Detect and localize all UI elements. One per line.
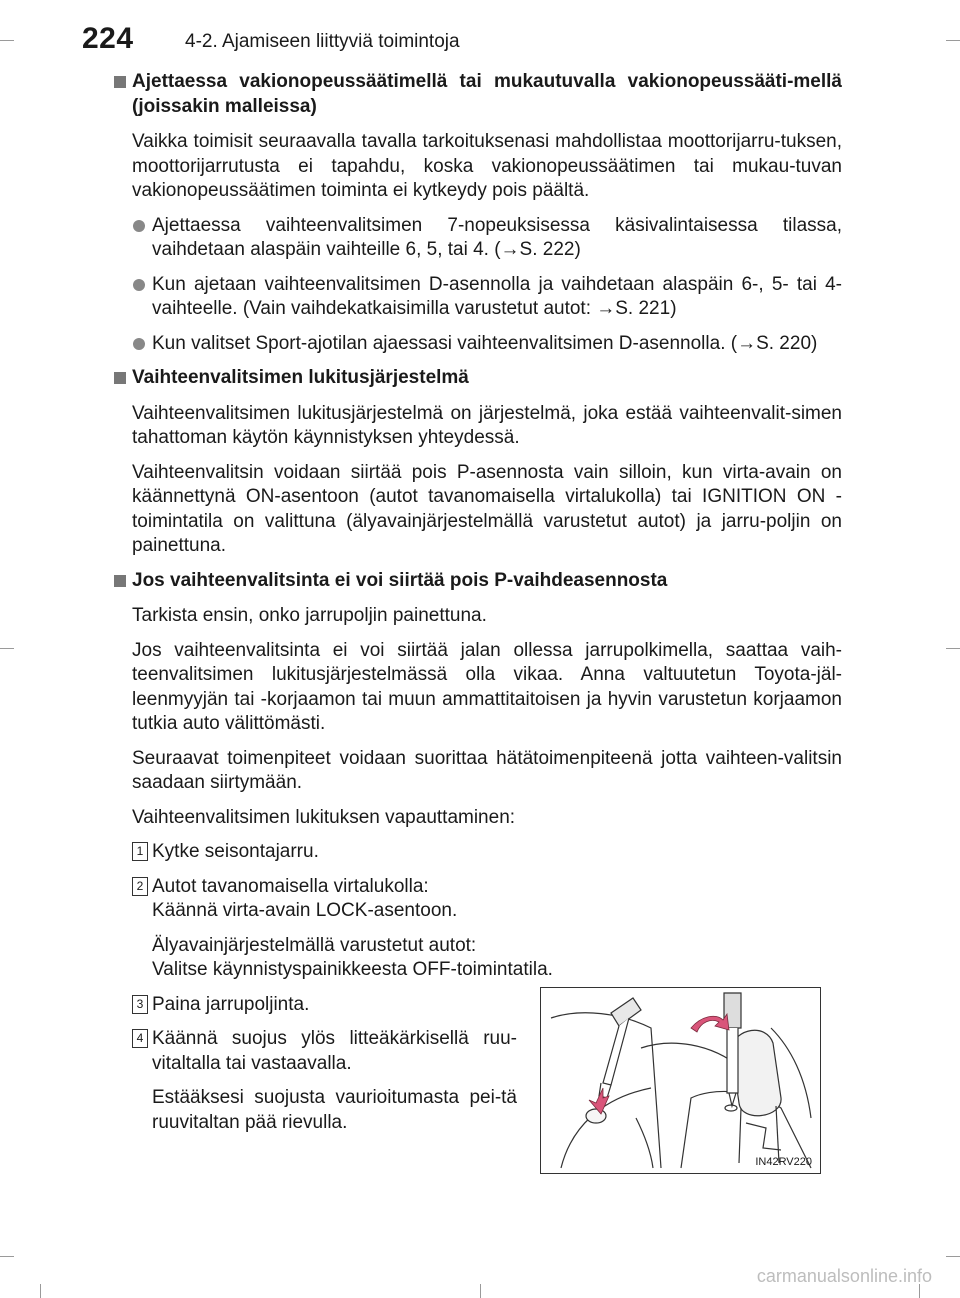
shift-lock-illustration	[540, 987, 821, 1174]
section-cannot-shift	[112, 569, 842, 831]
paragraph: Vaihteenvalitsimen lukituksen vapauttaminen:	[132, 806, 516, 828]
paragraph: Seuraavat toimenpiteet voidaan suorittaa hätätoimenpiteenä jotta vaihteen-valitsin saadaan siirtymään.	[132, 747, 842, 793]
step-number-badge: 4	[132, 1029, 148, 1048]
step-number-badge: 2	[132, 877, 148, 896]
circle-bullet-icon	[133, 338, 145, 350]
watermark: carmanualsonline.info	[756, 1266, 932, 1286]
bullet-item: Ajettaessa vaihteenvalitsimen 7-nopeuksisessa käsivalintaisessa tilassa, vaihdetaan alaspäin vaihteille 6, 5, tai 4. (→S. 222)	[112, 214, 842, 263]
crop-mark	[946, 648, 960, 649]
step-number-badge: 1	[132, 842, 148, 861]
paragraph: Vaihteenvalitsimen lukitusjärjestelmä on järjestelmä, joka estää vaihteenvalit-simen tahattoman käytön käynnistyksen yhteydessä.	[132, 402, 842, 448]
page-header	[82, 22, 882, 62]
step-text: Käännä suojus ylös litteäkärkisellä ruu-vitaltalla tai vastaavalla.	[152, 1028, 517, 1074]
crop-mark	[40, 1284, 41, 1298]
step-text: Estääksesi suojusta vaurioitumasta pei-tä ruuvitaltan pää rievulla.	[152, 1087, 517, 1133]
crop-mark	[480, 1284, 481, 1298]
crop-mark	[0, 40, 14, 41]
section-heading: Jos vaihteenvalitsinta ei voi siirtää pois P-vaihdeasennosta	[112, 569, 842, 594]
page-content	[112, 70, 842, 1145]
step-text: Älyavainjärjestelmällä varustetut autot: Valitse käynnistyspainikkeesta OFF-toimintatila.	[152, 934, 553, 980]
step-4	[112, 1027, 517, 1135]
square-bullet-icon	[114, 372, 126, 384]
step-text: Autot tavanomaisella virtalukolla: Käännä virta-avain LOCK-asentoon.	[152, 875, 458, 921]
section-title: 4-2. Ajamiseen liittyviä toimintoja	[185, 31, 460, 52]
square-bullet-icon	[114, 575, 126, 587]
step-text: Paina jarrupoljinta.	[152, 993, 310, 1015]
bullet-item: Kun ajetaan vaihteenvalitsimen D-asennolla ja vaihdetaan alaspäin 6-, 5- tai 4-vaihteelle. (Vain vaihdekatkaisimilla varustetut autot: →S. 221)	[112, 273, 842, 322]
section-shift-lock	[112, 366, 842, 559]
section-heading: Vaihteenvalitsimen lukitusjärjestelmä	[112, 366, 842, 391]
step-1	[112, 840, 842, 865]
circle-bullet-icon	[133, 220, 145, 232]
circle-bullet-icon	[133, 279, 145, 291]
paragraph: Vaihteenvalitsin voidaan siirtää pois P-asennosta vain silloin, kun virta-avain on käännettynä ON-asentoon (autot tavanomaisella virtalukolla) tai IGNITION ON -toimintatila on valittuna (älyavainjärjestelmällä varustetut autot) ja jarru-poljin on painettuna.	[132, 461, 842, 556]
paragraph: Vaikka toimisit seuraavalla tavalla tarkoituksenasi mahdollistaa moottorijarru-tuksen, moottorijarrutusta ei tapahdu, koska vakionopeussäätimen tai mukau-tuvan vakionopeussäätimen toiminta ei kytkeydy pois päältä.	[132, 131, 842, 201]
step-2	[112, 875, 842, 983]
square-bullet-icon	[114, 76, 126, 88]
paragraph: Jos vaihteenvalitsinta ei voi siirtää jalan ollessa jarrupolkimella, saattaa vaih-teenvalitsimen lukitusjärjestelmässä olla vikaa. Anna valtuutetun Toyota-jäl-leenmyyjän tai -korjaamon tai muun ammattitaitoisen ja hyvin varustetun korjaamon tutkia auto välittömästi.	[132, 639, 842, 734]
section-heading: Ajettaessa vakionopeussäätimellä tai mukautuvalla vakionopeussääti-mellä (joissakin malleissa)	[112, 70, 842, 119]
crop-mark	[0, 648, 14, 649]
illustration-code: IN42RV220	[755, 1156, 812, 1168]
crop-mark	[946, 1256, 960, 1257]
page-number: 224	[82, 22, 134, 55]
crop-mark	[0, 1256, 14, 1257]
step-text: Kytke seisontajarru.	[152, 841, 319, 862]
section-cruise-control	[112, 70, 842, 356]
step-number-badge: 3	[132, 995, 148, 1014]
paragraph: Tarkista ensin, onko jarrupoljin painettuna.	[132, 605, 487, 626]
bullet-item: Kun valitset Sport-ajotilan ajaessasi vaihteenvalitsimen D-asennolla. (→S. 220)	[112, 332, 842, 357]
crop-mark	[946, 40, 960, 41]
gear-shifter-drawing	[541, 988, 820, 1173]
